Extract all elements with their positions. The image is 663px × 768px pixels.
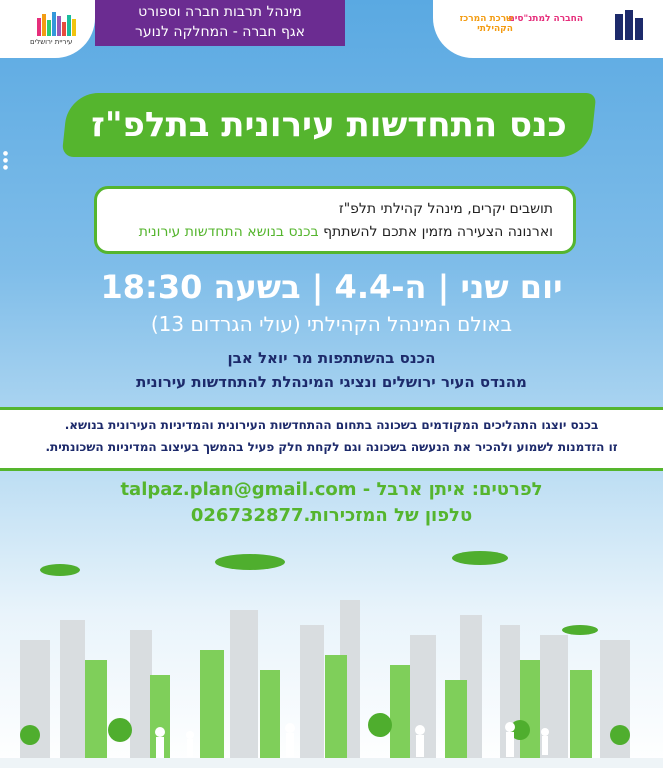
city-skyline-illustration xyxy=(0,540,663,768)
jerusalem-logo-icon xyxy=(35,10,81,38)
partner-logo-2: שרכת המרכז הקהילתי xyxy=(459,14,513,34)
jerusalem-logo-panel xyxy=(0,0,95,58)
partner-logo-1: החברה למתנ"סים xyxy=(508,14,583,24)
event-date: יום שני | ה-4.4 | בשעה 18:30 xyxy=(100,268,563,306)
partner-line2: מהנדס העיר ירושלים ונציגי המינהלת להתחדשות עירונית xyxy=(136,373,527,391)
top-bar xyxy=(0,0,663,52)
invite-box xyxy=(94,186,576,254)
community-center-logo-icon xyxy=(611,8,651,44)
page-title: כנס התחדשות עירונית בתלפ"ז xyxy=(91,105,567,145)
org-line2: אגף חברה - המחלקה לנוער xyxy=(134,24,306,40)
info-band xyxy=(0,407,663,471)
invite-line2-prefix: וארנונה הצעירה מזמין אתכם להשתתף xyxy=(318,224,553,240)
invite-highlight: בכנס בנושא התחדשות עירונית xyxy=(138,224,319,240)
event-location: באולם המינהל הקהילתי (עולי הגרדום 13) xyxy=(150,312,513,336)
org-banner xyxy=(95,0,345,46)
partner-line1: הכנס בהשתתפות מר יואל אבן xyxy=(227,349,436,367)
contact-email[interactable]: לפרטים: איתן ארבל - talpaz.plan@gmail.com xyxy=(120,479,543,500)
contact-phone[interactable]: טלפון של המזכירות.026732877 xyxy=(190,505,473,526)
city-logo-text: עיריית ירושלים xyxy=(30,38,73,46)
partners-logo-panel xyxy=(433,0,663,58)
invite-line2 xyxy=(139,224,553,240)
info-line2: זו הזדמנות לשמוע ולהכיר את הנעשה בשכונה וגם לקחת חלק פעיל בהמשך בעיצוב המדיניות השכונתית. xyxy=(45,440,618,454)
side-decoration: ●●● xyxy=(2,150,9,171)
invite-line1: תושבים יקרים, מינהל קהילתי תלפ"ז xyxy=(338,201,553,217)
info-line1: בכנס יוצגו התהליכים המקודמים בשכונה בתחום ההתחדשות העירונית והמדיניות העירונית בנושא. xyxy=(64,418,599,432)
org-line1: מינהל תרבות חברה וספורט xyxy=(138,4,302,20)
